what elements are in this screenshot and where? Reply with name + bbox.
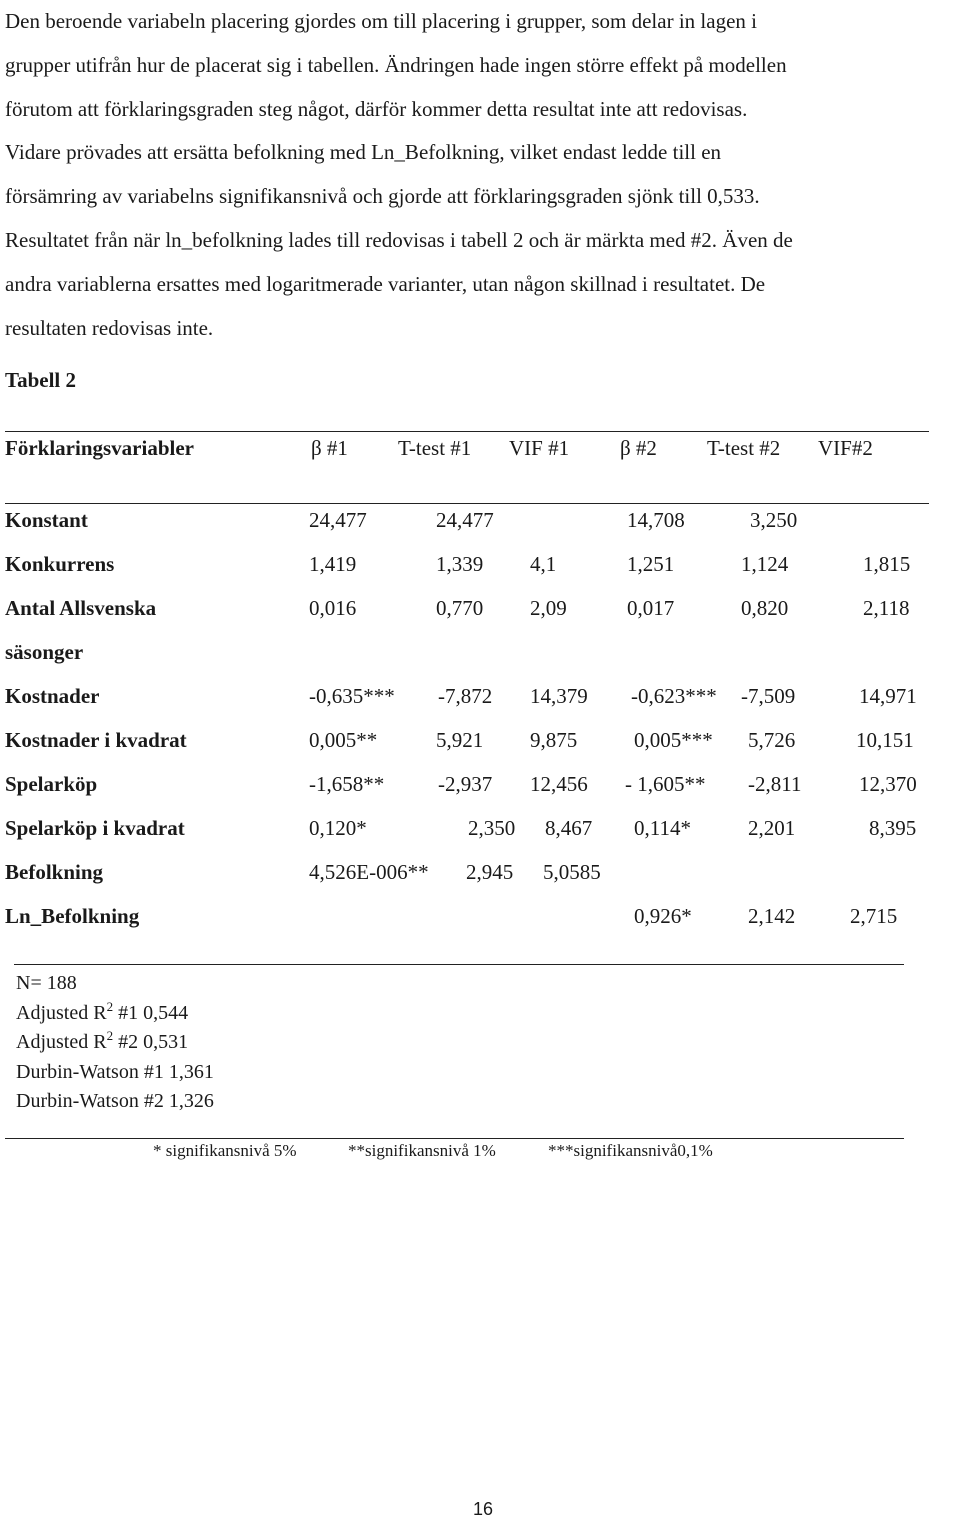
table-cell: -0,635*** [309, 684, 395, 708]
adjusted-r2-value: #1 0,544 [113, 1001, 189, 1024]
table-cell: 24,477 [309, 508, 367, 532]
page-number: 16 [473, 1499, 494, 1519]
table-cell: 1,339 [436, 552, 484, 576]
row-label: Konkurrens [5, 552, 115, 576]
row-label: Kostnader [5, 684, 100, 708]
table-cell: 2,201 [748, 816, 796, 840]
adjusted-r2-value: #2 0,531 [113, 1031, 189, 1053]
table-cell: 5,921 [436, 728, 484, 752]
table-cell: -2,811 [748, 772, 802, 796]
table-cell: -7,509 [741, 684, 796, 708]
adjusted-r2-model-1 [16, 999, 214, 1029]
durbin-watson-model-2: Durbin-Watson #2 1,326 [16, 1090, 214, 1112]
table-cell: -2,937 [438, 772, 493, 796]
table-cell: 0,114* [634, 816, 691, 840]
table-cell: 5,0585 [543, 860, 601, 884]
table-row [0, 684, 960, 714]
table-cell: 9,875 [530, 728, 578, 752]
table-cell: 14,379 [530, 684, 588, 708]
table-cell: 8,395 [869, 816, 917, 840]
header-cell: β #1 [311, 436, 348, 460]
table-header-rule [5, 503, 929, 504]
table-row [0, 508, 960, 538]
table-cell: 2,09 [530, 596, 567, 620]
paragraph-line: Vidare prövades att ersätta befolkning med Ln_Befolkning, vilket endast ledde till en [5, 140, 722, 165]
table-cell: 12,456 [530, 772, 588, 796]
table-cell: 1,251 [627, 552, 675, 576]
header-cell: T-test #1 [398, 436, 472, 460]
table-cell: 0,005*** [634, 728, 713, 752]
row-label: Antal Allsvenska [5, 596, 157, 620]
paragraph-line: resultaten redovisas inte. [5, 315, 214, 340]
table-top-rule [5, 431, 929, 432]
row-label: Konstant [5, 508, 88, 532]
table-row [0, 728, 960, 758]
table-cell: 2,118 [863, 596, 910, 620]
table-cell: 4,526E-006** [309, 860, 429, 884]
row-label: Befolkning [5, 860, 104, 884]
table-cell: 24,477 [436, 508, 494, 532]
table-cell: 0,926* [634, 904, 692, 928]
table-cell: 0,017 [627, 596, 675, 620]
footnote-5pct: * signifikansnivå 5% [153, 1141, 297, 1160]
table-cell: 2,142 [748, 904, 796, 928]
table-cell: 1,124 [741, 552, 789, 576]
table-row [0, 860, 960, 890]
sample-size: N= 188 [16, 972, 77, 994]
table-cell: 2,350 [468, 816, 516, 840]
table-cell: 0,120* [309, 816, 367, 840]
row-label-continued: säsonger [5, 640, 84, 664]
table-row [0, 772, 960, 802]
header-cell: VIF#2 [818, 436, 873, 460]
body-paragraph [5, 0, 957, 350]
superscript: 2 [106, 1028, 114, 1043]
adjusted-r2-label: Adjusted R [16, 1001, 107, 1024]
table-cell: 0,770 [436, 596, 484, 620]
table-cell: 12,370 [859, 772, 917, 796]
paragraph-line: Resultatet från när ln_befolkning lades till redovisas i tabell 2 och är märkta med #2. Även de [5, 227, 793, 252]
paragraph-line: förutom att förklaringsgraden steg något, därför kommer detta resultat inte att redovisas. [5, 96, 748, 121]
table-row [0, 816, 960, 846]
header-cell: Förklaringsvariabler [5, 436, 194, 460]
table-cell: 0,016 [309, 596, 357, 620]
header-cell: T-test #2 [707, 436, 781, 460]
table-cell: 10,151 [856, 728, 914, 752]
adjusted-r2-model-2 [16, 1028, 214, 1058]
table-cell: 8,467 [545, 816, 593, 840]
table-cell: 14,971 [859, 684, 917, 708]
table-cell: 3,250 [750, 508, 798, 532]
table-cell: 5,726 [748, 728, 796, 752]
model-statistics [16, 969, 214, 1117]
table-cell: 2,945 [466, 860, 514, 884]
table-cell: 1,419 [309, 552, 357, 576]
table-cell: 14,708 [627, 508, 685, 532]
table-cell: 1,815 [863, 552, 911, 576]
table-bottom-rule [14, 964, 904, 965]
header-cell: β #2 [620, 436, 657, 460]
table-cell: -0,623*** [631, 684, 717, 708]
footnote-01pct: ***signifikansnivå0,1% [548, 1141, 713, 1160]
table-row [0, 904, 960, 934]
table-caption: Tabell 2 [5, 368, 76, 392]
header-cell: VIF #1 [509, 436, 570, 460]
row-label: Kostnader i kvadrat [5, 728, 187, 752]
table-cell: 0,005** [309, 728, 378, 752]
table-cell: -7,872 [438, 684, 493, 708]
superscript: 2 [106, 998, 114, 1014]
paragraph-line: Den beroende variabeln placering gjordes om till placering i grupper, som delar in lagen i [5, 9, 757, 33]
paragraph-line: andra variablerna ersattes med logaritmerade varianter, utan någon skillnad i resultatet. De [5, 271, 766, 296]
table-row [0, 596, 960, 670]
table-cell: 4,1 [530, 552, 557, 576]
table-cell: 2,715 [850, 904, 898, 928]
paragraph-line: försämring av variabelns signifikansnivå och gjorde att förklaringsgraden sjönk till 0,533. [5, 184, 760, 209]
adjusted-r2-label: Adjusted R [16, 1031, 107, 1053]
table-cell: - 1,605** [625, 772, 706, 796]
paragraph-line: grupper utifrån hur de placerat sig i tabellen. Ändringen hade ingen större effekt på modellen [5, 52, 787, 77]
durbin-watson-model-1: Durbin-Watson #1 1,361 [16, 1060, 214, 1083]
table-row [0, 552, 960, 582]
footnote-rule [5, 1138, 904, 1139]
table-cell: -1,658** [309, 772, 385, 796]
footnote-1pct: **signifikansnivå 1% [348, 1141, 496, 1160]
table-cell: 0,820 [741, 596, 789, 620]
row-label: Spelarköp i kvadrat [5, 816, 185, 840]
row-label: Spelarköp [5, 772, 98, 796]
row-label: Ln_Befolkning [5, 904, 140, 928]
